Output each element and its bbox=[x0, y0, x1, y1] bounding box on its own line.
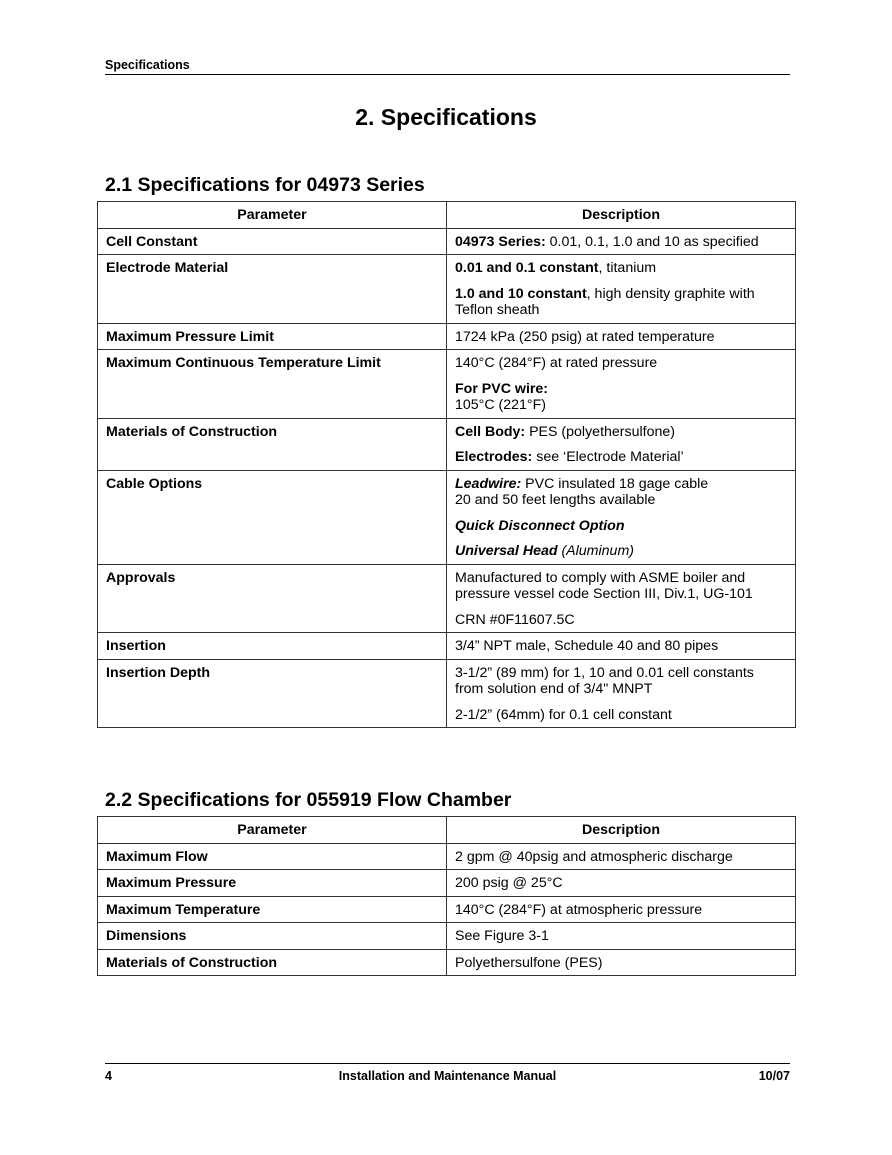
text-run: 140°C (284°F) at rated pressure bbox=[455, 355, 658, 371]
description-paragraph bbox=[455, 286, 787, 319]
description-cell bbox=[447, 470, 796, 564]
text-run: 200 psig @ 25°C bbox=[455, 875, 563, 891]
description-paragraph bbox=[455, 234, 787, 251]
text-run: 0.01 and 0.1 constant bbox=[455, 260, 599, 276]
parameter-cell: Maximum Flow bbox=[98, 843, 447, 870]
footer-date: 10/07 bbox=[758, 1069, 790, 1083]
text-run: Leadwire: bbox=[455, 475, 522, 492]
table-row bbox=[98, 896, 796, 923]
table-row bbox=[98, 659, 796, 728]
text-run: 3/4” NPT male, Schedule 40 and 80 pipes bbox=[455, 638, 719, 654]
description-paragraph bbox=[455, 381, 787, 414]
table-header-row bbox=[98, 817, 796, 844]
table-row bbox=[98, 255, 796, 324]
page-number: 4 bbox=[105, 1069, 112, 1083]
description-cell bbox=[447, 843, 796, 870]
text-run: Polyethersulfone (PES) bbox=[455, 954, 603, 971]
chapter-title: 2. Specifications bbox=[355, 104, 537, 130]
description-cell bbox=[447, 896, 796, 923]
parameter-cell: Cell Constant bbox=[98, 228, 447, 255]
description-paragraph bbox=[455, 638, 787, 655]
description-paragraph bbox=[455, 570, 787, 603]
text-run: 2 gpm @ 40psig and atmospheric discharge bbox=[455, 848, 733, 865]
spec-table-body bbox=[98, 228, 796, 728]
text-run: Universal Head bbox=[455, 543, 558, 559]
text-run: 04973 Series: bbox=[455, 233, 546, 250]
description-cell bbox=[447, 870, 796, 897]
description-cell bbox=[447, 564, 796, 633]
spec-table-body bbox=[98, 843, 796, 976]
description-cell bbox=[447, 633, 796, 660]
description-cell bbox=[447, 350, 796, 419]
text-run: 1724 kPa (250 psig) at rated temperature bbox=[455, 328, 715, 345]
parameter-cell: Approvals bbox=[98, 564, 447, 633]
column-header-parameter: Parameter bbox=[98, 202, 447, 229]
description-paragraph bbox=[455, 518, 787, 535]
text-run: 0.01, 0.1, 1.0 and 10 as specified bbox=[545, 233, 759, 250]
description-paragraph bbox=[455, 875, 787, 892]
text-run: PES (polyethersulfone) bbox=[525, 423, 675, 440]
column-header-description: Description bbox=[447, 817, 796, 844]
description-cell bbox=[447, 949, 796, 976]
table-row bbox=[98, 323, 796, 350]
table-row bbox=[98, 870, 796, 897]
description-cell bbox=[447, 923, 796, 950]
text-run: CRN #0F11607.5C bbox=[455, 611, 575, 628]
section-title-055919: 2.2 Specifications for 055919 Flow Chamber bbox=[105, 789, 512, 811]
text-run: , high density graphite with bbox=[586, 285, 755, 302]
parameter-cell: Insertion Depth bbox=[98, 659, 447, 728]
parameter-cell: Maximum Pressure bbox=[98, 870, 447, 897]
description-paragraph bbox=[455, 707, 787, 724]
text-run: Manufactured to comply with ASME boiler and bbox=[455, 569, 746, 586]
running-header: Specifications bbox=[105, 58, 790, 75]
text-run: 3-1/2” (89 mm) for 1, 10 and 0.01 cell constants bbox=[455, 664, 754, 681]
text-run: PVC insulated 18 gage cable bbox=[521, 475, 709, 492]
description-cell bbox=[447, 323, 796, 350]
description-paragraph bbox=[455, 902, 787, 919]
description-paragraph bbox=[455, 955, 787, 972]
text-run: (Aluminum) bbox=[557, 543, 634, 559]
description-paragraph bbox=[455, 476, 787, 509]
description-paragraph bbox=[455, 612, 787, 629]
spec-table-04973 bbox=[97, 201, 796, 728]
text-run: see ‘Electrode Material’ bbox=[532, 449, 684, 465]
column-header-parameter: Parameter bbox=[98, 817, 447, 844]
parameter-cell: Dimensions bbox=[98, 923, 447, 950]
text-run: 20 and 50 feet lengths available bbox=[455, 492, 656, 508]
table-row bbox=[98, 564, 796, 633]
text-run: from solution end of 3/4" MNPT bbox=[455, 681, 653, 697]
text-run: 1.0 and 10 constant bbox=[455, 285, 587, 302]
parameter-cell: Materials of Construction bbox=[98, 418, 447, 470]
table-row bbox=[98, 843, 796, 870]
description-paragraph bbox=[455, 849, 787, 866]
parameter-cell: Maximum Continuous Temperature Limit bbox=[98, 350, 447, 419]
description-paragraph bbox=[455, 355, 787, 372]
spec-table-055919 bbox=[97, 816, 796, 976]
description-cell bbox=[447, 418, 796, 470]
parameter-cell: Materials of Construction bbox=[98, 949, 447, 976]
parameter-cell: Cable Options bbox=[98, 470, 447, 564]
text-run: Teflon sheath bbox=[455, 302, 540, 318]
text-run: Cell Body: bbox=[455, 423, 526, 440]
description-paragraph bbox=[455, 424, 787, 441]
parameter-cell: Electrode Material bbox=[98, 255, 447, 324]
table-row bbox=[98, 633, 796, 660]
description-cell bbox=[447, 228, 796, 255]
text-run: Quick Disconnect Option bbox=[455, 517, 625, 534]
description-cell bbox=[447, 255, 796, 324]
table-row bbox=[98, 418, 796, 470]
description-paragraph bbox=[455, 665, 787, 698]
description-paragraph bbox=[455, 329, 787, 346]
description-cell bbox=[447, 659, 796, 728]
parameter-cell: Insertion bbox=[98, 633, 447, 660]
text-run: pressure vessel code Section III, Div.1, UG-101 bbox=[455, 586, 753, 602]
parameter-cell: Maximum Temperature bbox=[98, 896, 447, 923]
description-paragraph bbox=[455, 260, 787, 277]
table-row bbox=[98, 228, 796, 255]
text-run: , titanium bbox=[598, 260, 657, 276]
text-run: 105°C (221°F) bbox=[455, 397, 546, 413]
text-run: Electrodes: bbox=[455, 449, 533, 465]
page-footer bbox=[105, 1063, 790, 1089]
text-run: 140°C (284°F) at atmospheric pressure bbox=[455, 901, 703, 918]
table-header-row bbox=[98, 202, 796, 229]
parameter-cell: Maximum Pressure Limit bbox=[98, 323, 447, 350]
description-paragraph bbox=[455, 928, 787, 945]
description-paragraph bbox=[455, 449, 787, 466]
table-row bbox=[98, 350, 796, 419]
description-paragraph bbox=[455, 543, 787, 560]
footer-title: Installation and Maintenance Manual bbox=[338, 1069, 557, 1083]
section-title-04973: 2.1 Specifications for 04973 Series bbox=[105, 174, 425, 196]
text-run: 2-1/2” (64mm) for 0.1 cell constant bbox=[455, 706, 672, 723]
table-row bbox=[98, 949, 796, 976]
column-header-description: Description bbox=[447, 202, 796, 229]
text-run: See Figure 3-1 bbox=[455, 928, 549, 944]
table-row bbox=[98, 470, 796, 564]
table-row bbox=[98, 923, 796, 950]
text-run: For PVC wire: bbox=[455, 380, 549, 397]
